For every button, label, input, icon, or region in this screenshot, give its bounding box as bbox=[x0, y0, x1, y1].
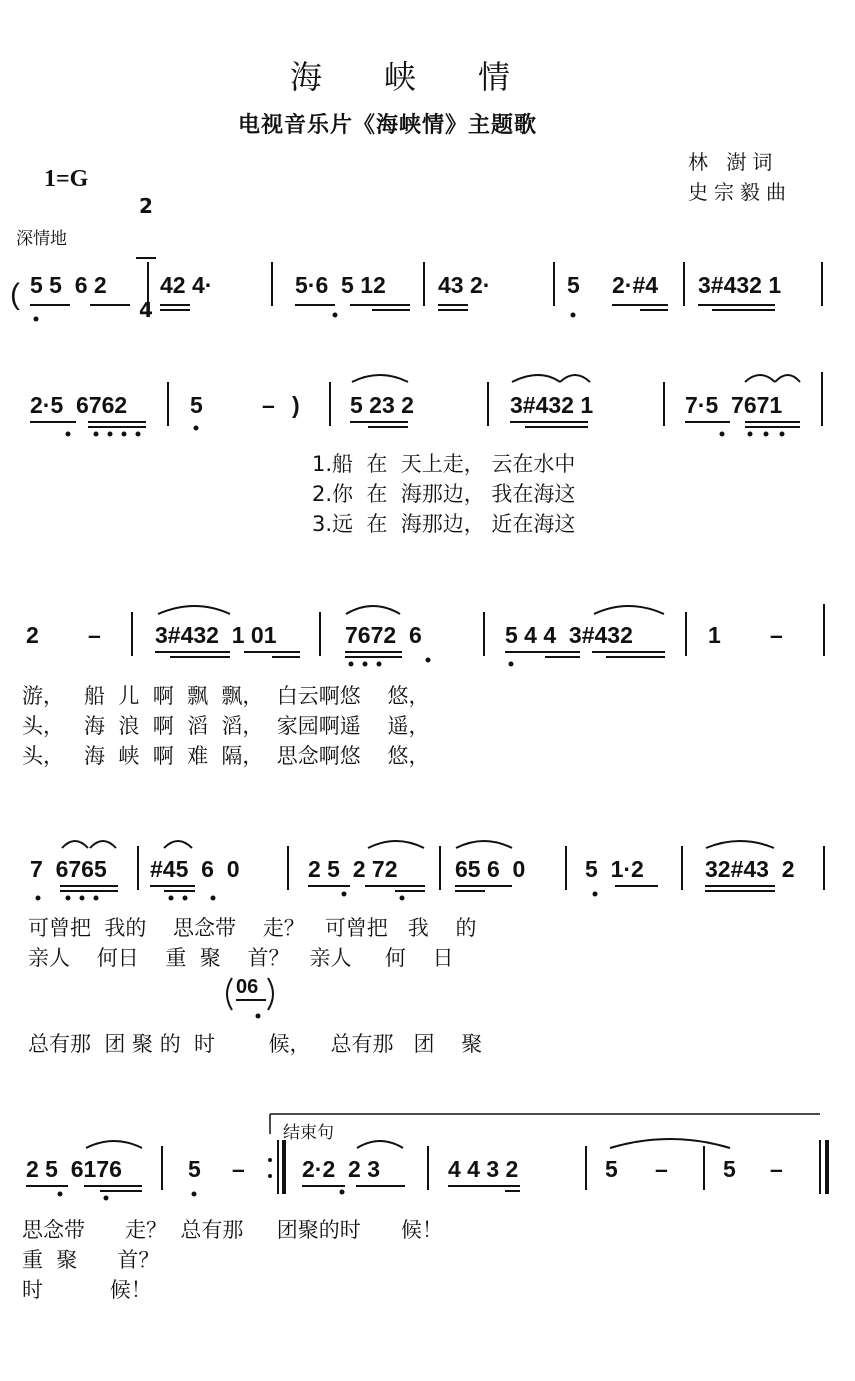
alternate-note: 06 bbox=[236, 976, 259, 998]
notation-group: 5 bbox=[188, 1156, 201, 1182]
notation-group: #45 6 0 bbox=[150, 856, 240, 882]
notation-group: 2·#4 bbox=[612, 272, 659, 298]
barlines-line-4 bbox=[138, 846, 824, 890]
notation-group: 2 5 2 72 bbox=[308, 856, 398, 882]
notation-group: – bbox=[770, 622, 783, 648]
notation-group: 1 bbox=[708, 622, 721, 648]
notation-group: 65 6 0 bbox=[455, 856, 526, 882]
lyric-verse-b-1: 游， 船 儿 啊 飘 飘， 白云啊悠 悠， bbox=[22, 684, 430, 708]
notation-group: 42 4· bbox=[160, 272, 213, 298]
notation-group: 5 23 2 bbox=[350, 392, 414, 418]
song-title: 海峡情 bbox=[290, 58, 573, 96]
notation-group: 43 2· bbox=[438, 272, 491, 298]
lyric-verse-a-2: 2.你 在 海那边， 我在海这 bbox=[312, 482, 576, 506]
notation-group: – bbox=[88, 622, 101, 648]
notation-group: 5 bbox=[723, 1156, 736, 1182]
notation-group: 5 bbox=[190, 392, 203, 418]
notation-group: 7 6765 bbox=[30, 856, 107, 882]
notation-group: 7·5 7671 bbox=[685, 392, 783, 418]
time-top: 2 bbox=[139, 194, 153, 218]
notation-group: – bbox=[232, 1156, 245, 1182]
notation-group: – bbox=[262, 392, 275, 418]
composer: 史宗毅曲 bbox=[688, 180, 792, 204]
lyric-verse-b-3: 头， 海 峡 啊 难 隔， 思念啊悠 悠， bbox=[22, 744, 430, 768]
notation-group: – bbox=[655, 1156, 668, 1182]
notation-group: 3#432 1 bbox=[698, 272, 782, 298]
notation-group: 2·2 2 3 bbox=[302, 1156, 380, 1182]
notation-group: 5 bbox=[567, 272, 580, 298]
key-signature: 1=G bbox=[44, 166, 89, 192]
barlines-line-3 bbox=[132, 604, 824, 656]
lyric-verse-d-2: 重 聚 首？ bbox=[22, 1248, 160, 1272]
notation-group: 32#43 2 bbox=[705, 856, 795, 882]
notation-group: 5 1·2 bbox=[585, 856, 644, 882]
lyric-verse-c-1: 可曾把 我的 思念带 走？ 可曾把 我 的 bbox=[28, 916, 477, 940]
notation-group: ) bbox=[292, 392, 300, 418]
lyric-verse-c-3: 总有那 团 聚 的 时 候， 总有那 团 聚 bbox=[28, 1032, 483, 1056]
lyric-verse-a-3: 3.远 在 海那边， 近在海这 bbox=[312, 512, 576, 536]
lyric-verse-b-2: 头， 海 浪 啊 滔 滔， 家园啊遥 遥， bbox=[22, 714, 430, 738]
notation-group: 2 5 6176 bbox=[26, 1156, 122, 1182]
lyric-verse-d-1: 思念带 走？ 总有那 团聚的时 候！ bbox=[22, 1218, 443, 1242]
barlines-line-1 bbox=[148, 262, 822, 306]
notation-group: 3#432 1 01 bbox=[155, 622, 277, 648]
barlines-line-2 bbox=[168, 372, 822, 426]
lyric-verse-d-3: 时 候！ bbox=[22, 1278, 152, 1302]
notation-group: 5·6 5 12 bbox=[295, 272, 386, 298]
time-bottom: 4 bbox=[139, 298, 153, 322]
notation-group: 3#432 1 bbox=[510, 392, 594, 418]
notation-group: 4 4 3 2 bbox=[448, 1156, 519, 1182]
notation-group: 5 5 6 2 bbox=[30, 272, 107, 298]
ending-label: 结束句 bbox=[283, 1123, 334, 1143]
notation-group: 5 4 4 3#432 bbox=[505, 622, 633, 648]
lyric-verse-c-2: 亲人 何日 重 聚 首？ 亲人 何 日 bbox=[28, 946, 454, 970]
lyricist: 林 澍词 bbox=[688, 150, 779, 174]
notation-group: 2·5 6762 bbox=[30, 392, 128, 418]
underlines-line-1 bbox=[30, 305, 775, 310]
notation-group: ( bbox=[10, 278, 20, 311]
tempo-marking: 深情地 bbox=[16, 229, 67, 249]
notation-group: 7672 6 bbox=[345, 622, 422, 648]
notation-group: – bbox=[770, 1156, 783, 1182]
notation-group: 5 bbox=[605, 1156, 618, 1182]
lyric-verse-a-1: 1.船 在 天上走， 云在水中 bbox=[312, 452, 576, 476]
notation-group: 2 bbox=[26, 622, 39, 648]
song-subtitle: 电视音乐片《海峡情》主题歌 bbox=[238, 113, 538, 138]
